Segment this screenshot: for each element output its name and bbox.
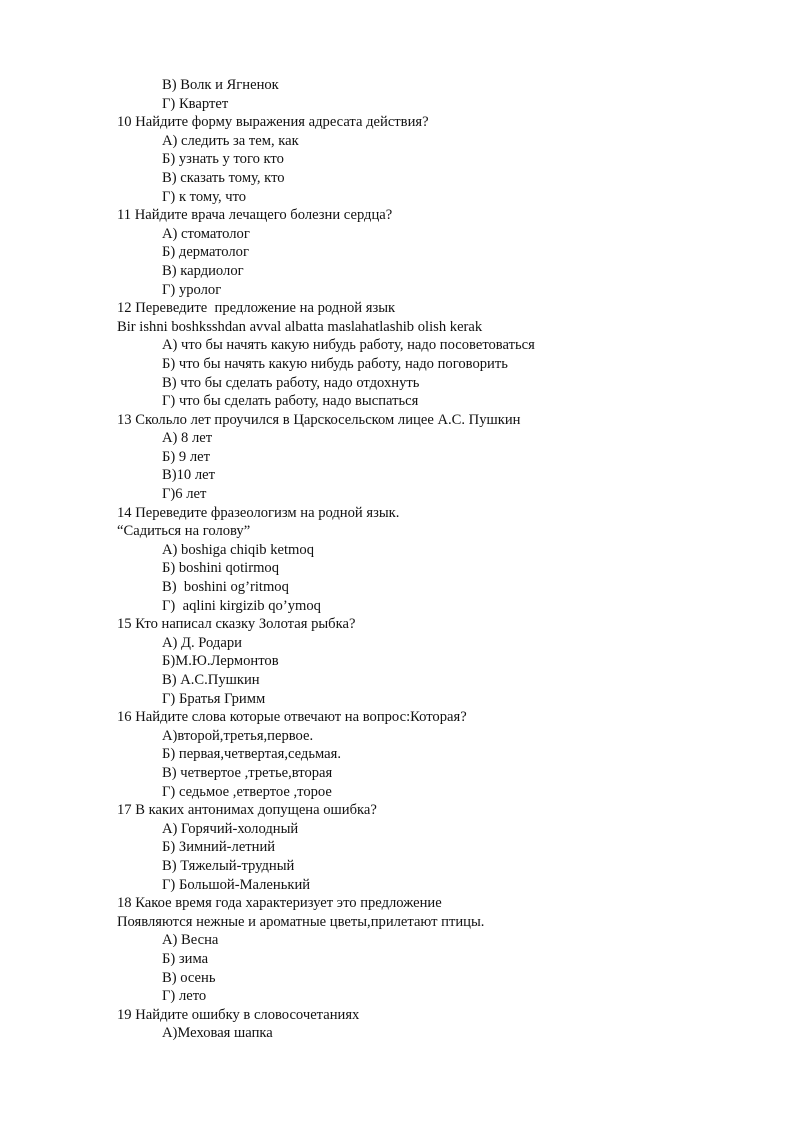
answer-option: А) стоматолог [162,225,250,242]
answer-option: Б) что бы начять какую нибудь работу, надо поговорить [162,355,508,372]
answer-option: А) Горячий-холодный [162,820,299,837]
answer-option: Б) 9 лет [162,448,210,465]
question-line: “Садиться на голову” [117,523,251,540]
question-line: 13 Скольло лет проучился в Царскосельском лицее А.С. Пушкин [117,411,521,428]
answer-option: Г) седьмое ,етвертое ,торое [162,783,332,800]
answer-option: В) Тяжелый-трудный [162,857,295,874]
question-line: 10 Найдите форму выражения адресата действия? [117,114,429,131]
answer-option: А) следить за тем, как [162,132,299,149]
question-line: 14 Переведите фразеологизм на родной язык. [117,504,400,521]
answer-option: А) 8 лет [162,430,213,447]
answer-option: Б) зима [162,950,209,967]
answer-option: Г) Квартет [162,95,229,112]
answer-option: В) кардиолог [162,262,244,279]
question-line: Появляются нежные и ароматные цветы,прилетают птицы. [117,913,485,930]
answer-option: В)10 лет [162,467,215,484]
answer-option: Б) Зимний-летний [162,839,276,856]
answer-option: А) Весна [162,932,219,949]
answer-option: Г) лето [162,988,207,1005]
answer-option: А) boshiga chiqib ketmoq [162,541,314,558]
answer-option: Б) узнать у того кто [162,151,284,168]
question-line: Bir ishni boshksshdan avval albatta maslahatlashib olish kerak [117,318,483,335]
answer-option: А)второй,третья,первое. [162,727,314,744]
answer-option: Б) первая,четвертая,седьмая. [162,746,341,763]
answer-option: В) А.С.Пушкин [162,672,260,688]
answer-option: А) что бы начять какую нибудь работу, надо посоветоваться [162,337,535,354]
question-line: 16 Найдите слова которые отвечают на вопрос:Которая? [117,709,467,726]
answer-option: Г) что бы сделать работу, надо выспаться [162,393,419,410]
answer-option: Б) boshini qotirmoq [162,560,280,577]
answer-option: Г) Братья Гримм [162,690,266,707]
answer-option: Г) к тому, что [162,188,247,205]
answer-option: Г)6 лет [162,486,207,503]
question-line: 12 Переведите предложение на родной язык [117,300,396,317]
answer-option: В) что бы сделать работу, надо отдохнуть [162,374,420,391]
document-body [117,76,777,1043]
answer-option: В) Волк и Ягненок [162,77,279,93]
question-line: 17 В каких антонимах допущена ошибка? [117,802,377,819]
answer-option: Г) aqlini kirgizib qo’ymoq [162,597,321,614]
answer-option: В) сказать тому, кто [162,169,285,186]
answer-option: В) четвертое ,третье,вторая [162,764,333,781]
answer-option: В) boshini og’ritmoq [162,579,289,596]
question-line: 11 Найдите врача лечащего болезни сердца? [117,207,393,224]
answer-option: Б) дерматолог [162,244,249,261]
question-line: 15 Кто написал сказку Золотая рыбка? [117,616,356,633]
answer-option: А)Меховая шапка [162,1025,273,1042]
answer-option: Г) уролог [162,281,222,298]
answer-option: В) осень [162,969,216,986]
answer-option: А) Д. Родари [162,634,242,651]
answer-option: Б)М.Ю.Лермонтов [162,653,279,670]
answer-option: Г) Большой-Маленький [162,876,311,893]
question-line: 18 Какое время года характеризует это предложение [117,895,442,912]
question-line: 19 Найдите ошибку в словосочетаниях [117,1006,360,1023]
